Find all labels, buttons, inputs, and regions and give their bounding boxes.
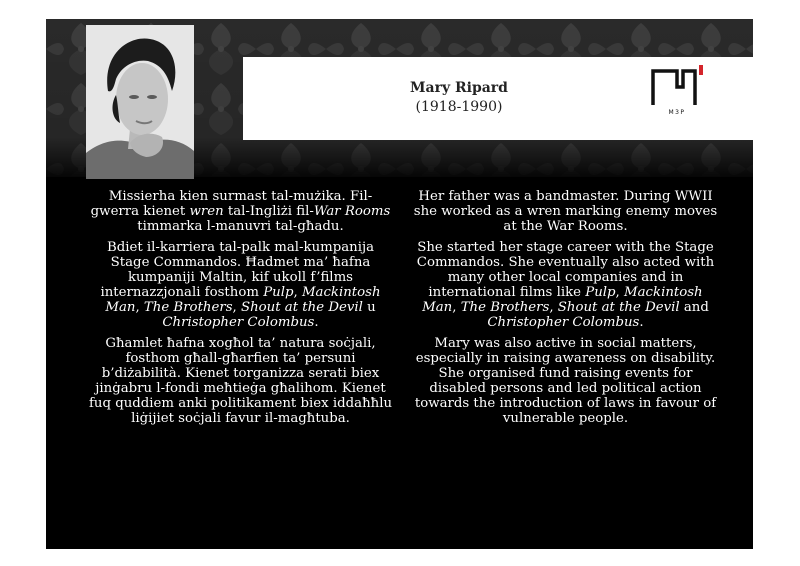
person-years: (1918-1990) [415,99,503,115]
text-segment: u [362,300,376,315]
text-segment: , [293,285,302,300]
text-segment: , [135,300,144,315]
maltese-paragraph [88,240,393,330]
text-segment: , [452,300,461,315]
italic-text-segment: Mackintosh Man [105,285,381,315]
text-segment: She started her stage career with the Stage Commandos. She eventually also acted with many other local companies and in international films like [416,240,715,300]
text-segment: tal-Ingliżi fil- [223,204,314,219]
italic-text-segment: Shout at the Devil [557,300,680,315]
title-box [243,57,753,140]
italic-text-segment: Shout at the Devil [241,300,363,315]
text-segment: Her father was a bandmaster. During WWII she worked as a wren marking enemy moves at the War Rooms. [413,189,718,234]
text-segment: and [679,300,709,315]
logo-text: M3P [668,109,686,116]
text-segment: Bdiet il-karriera tal-palk mal-kumpanija Stage Commandos. Ħadmet ma’ ħafna kumpaniji Maltin, kif ukoll f’films internazzjonali fosthom [100,240,375,300]
english-column [413,189,718,432]
italic-text-segment: Pulp [585,285,616,300]
italic-text-segment: The Brothers [460,300,550,315]
italic-text-segment: Christopher Colombus [162,315,315,330]
text-segment: , [549,300,558,315]
person-name: Mary Ripard [410,80,508,96]
slide [46,19,753,549]
italic-text-segment: Christopher Colombus [487,315,640,330]
italic-text-segment: Mackintosh Man [422,285,703,315]
english-paragraph [413,240,718,330]
m3p-logo [647,65,707,127]
italic-text-segment: wren [189,204,224,219]
text-segment: , [232,300,241,315]
maltese-paragraph [88,189,393,234]
text-segment: , [615,285,625,300]
text-segment: . [639,315,644,330]
english-paragraph [413,189,718,234]
text-segment: . [314,315,319,330]
m3p-logo-mark [647,65,707,109]
italic-text-segment: War Rooms [313,204,391,219]
text-segment: timmarka l-manuvri tal-għadu. [137,219,344,234]
italic-text-segment: The Brothers [143,300,233,315]
text-segment: Mary was also active in social matters, especially in raising awareness on disability. She organised fund raising events for disabled persons and led political action towards the introduction of laws in favour of vulnerable people. [414,336,717,426]
english-paragraph [413,336,718,426]
italic-text-segment: Pulp [263,285,294,300]
maltese-column [88,189,393,432]
maltese-paragraph [88,336,393,426]
text-segment: Għamlet ħafna xogħol ta’ natura soċjali, fosthom għall-għarfien ta’ persuni b’diżabilità. Kienet torganizza serati biex jinġabru l-fondi meħtieġa għalihom. Kienet fuq quddiem anki politikament biex iddaħħlu liġijiet soċjali favur il-magħtuba. [88,336,393,426]
portrait-photo [86,25,194,179]
text-segment: Missierha kien surmast tal-mużika. Fil-gwerra kienet [90,189,373,219]
